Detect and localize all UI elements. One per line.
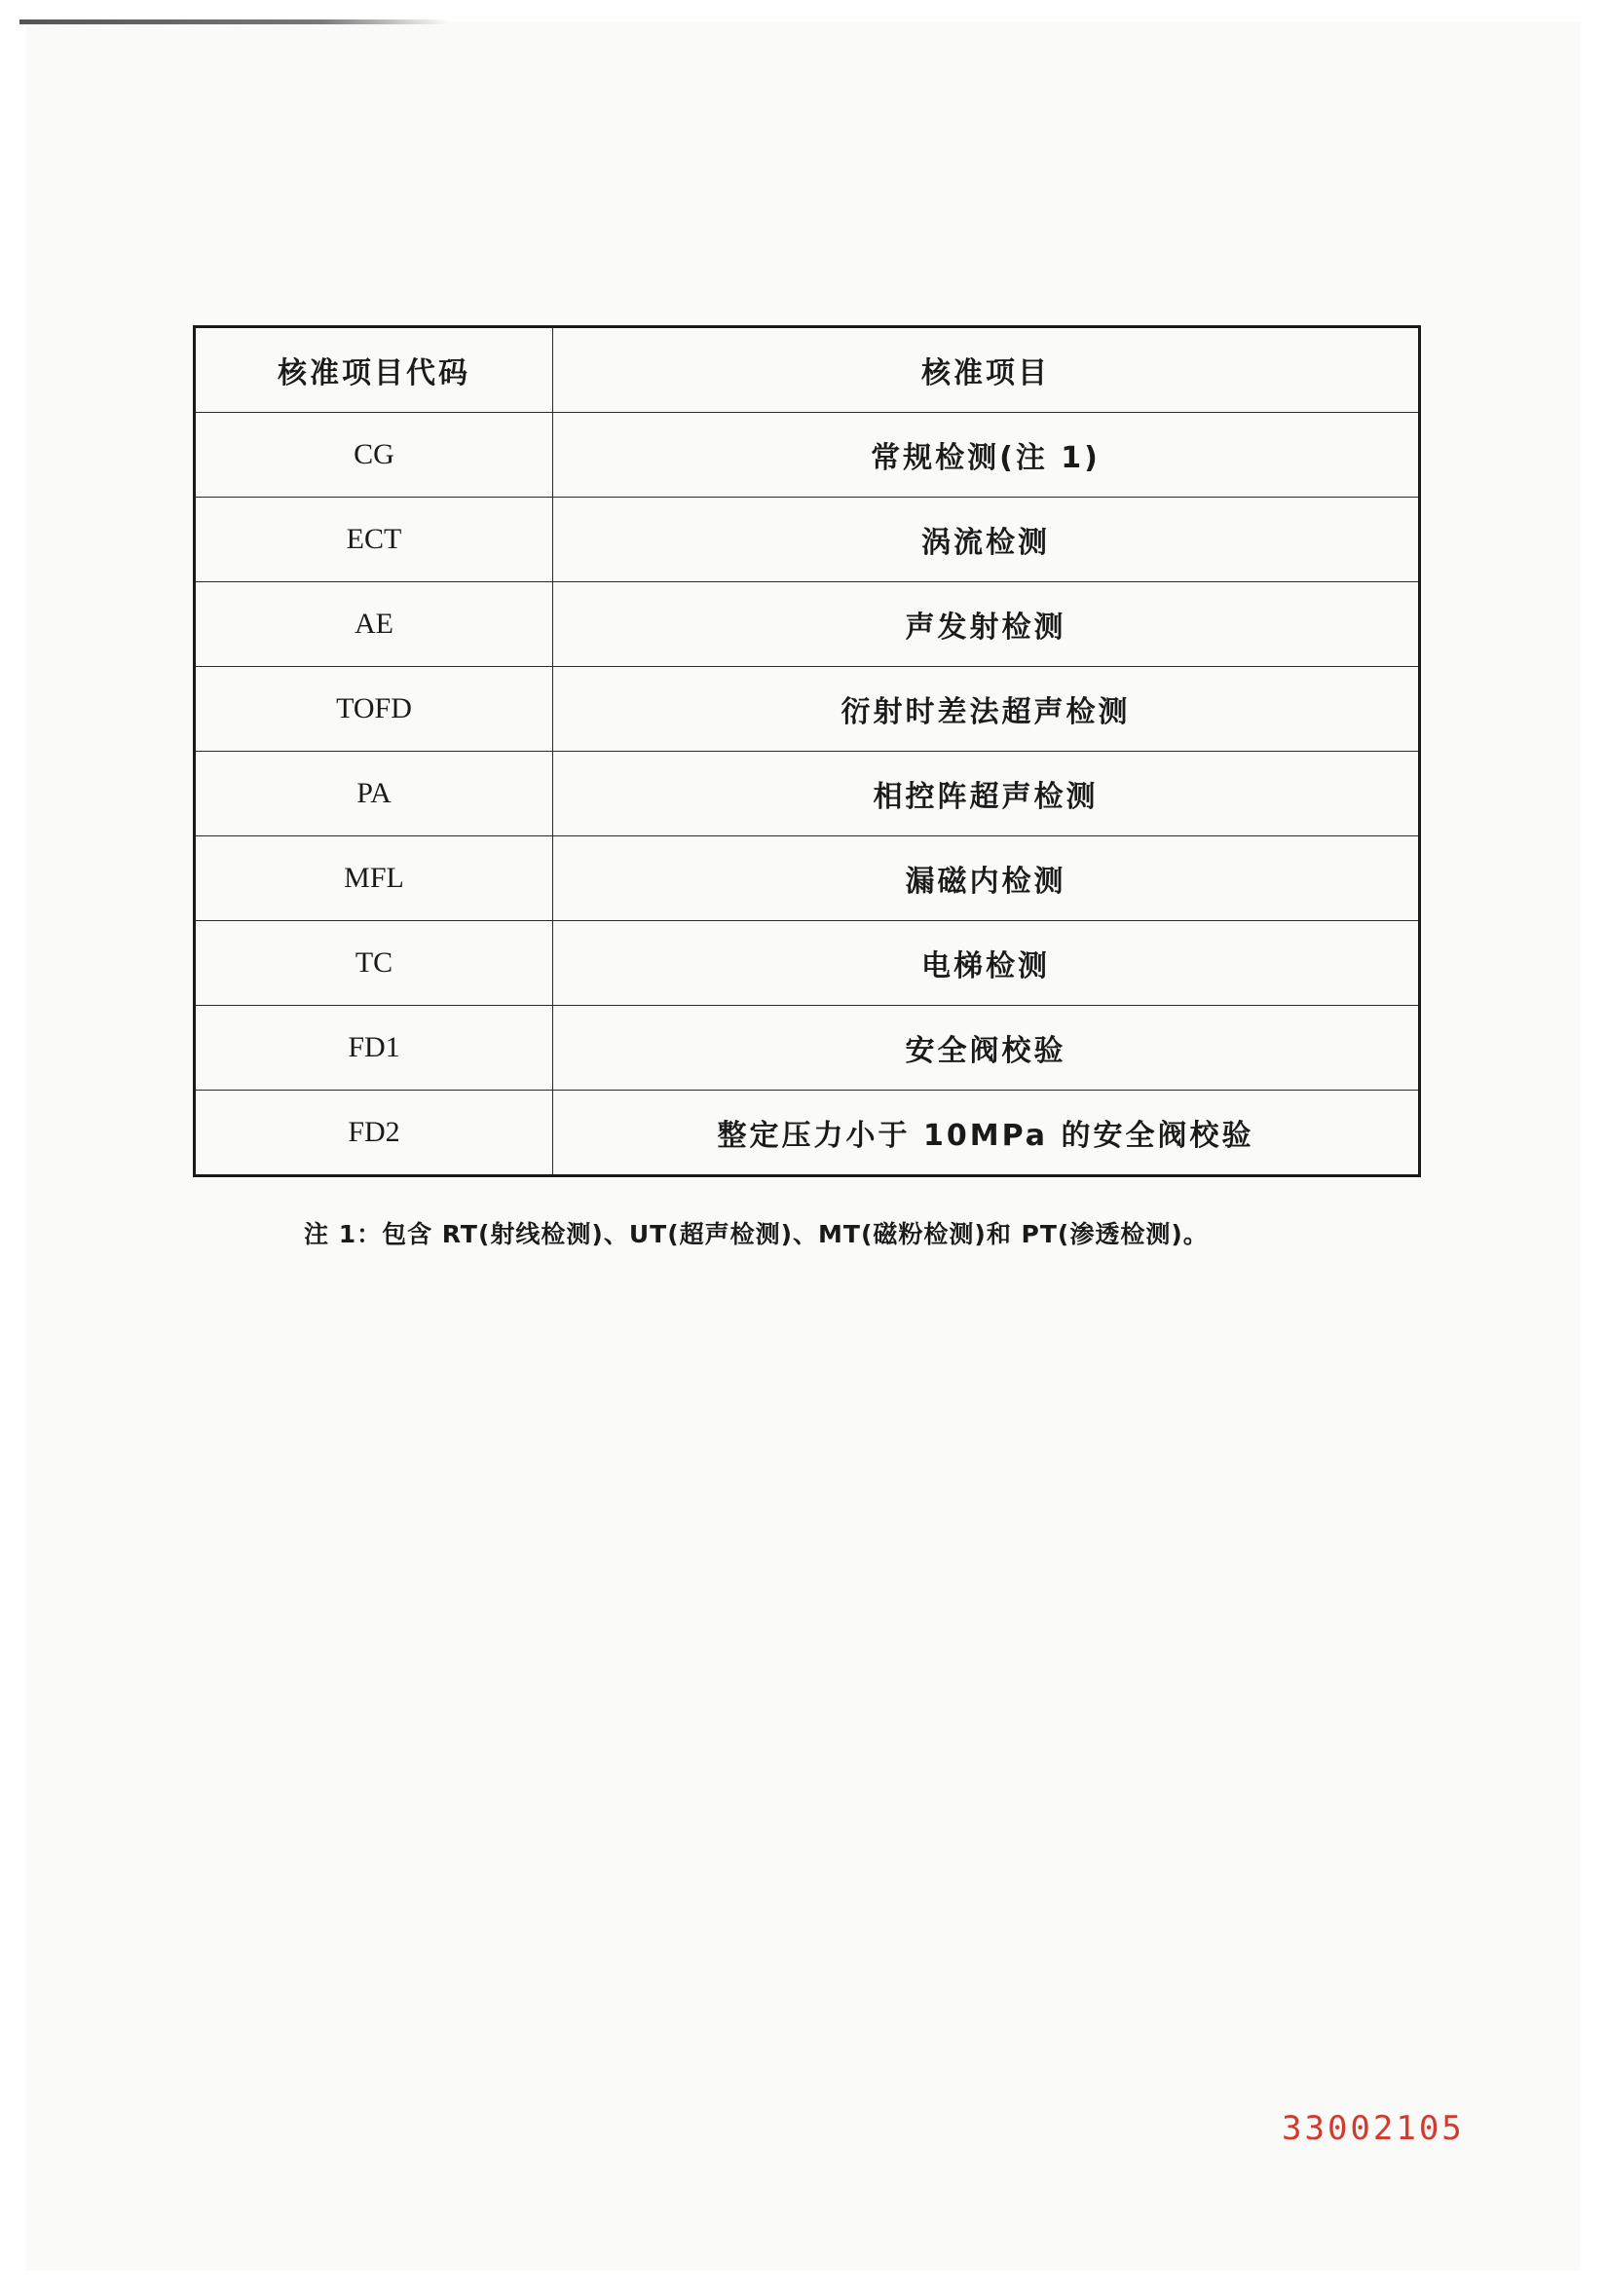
table-row — [195, 1006, 1420, 1091]
scan-edge-mark — [19, 19, 448, 24]
table-row — [195, 498, 1420, 582]
row-item: 常规检测(注 1) — [553, 413, 1420, 498]
table-footnote: 注 1：包含 RT(射线检测)、UT(超声检测)、MT(磁粉检测)和 PT(渗透检测)。 — [304, 1220, 1209, 1248]
row-item: 相控阵超声检测 — [553, 752, 1420, 836]
table-row — [195, 752, 1420, 836]
row-item: 安全阀校验 — [553, 1006, 1420, 1091]
row-code: MFL — [195, 836, 553, 921]
header-code: 核准项目代码 — [195, 327, 553, 413]
row-code: AE — [195, 582, 553, 667]
row-code: FD1 — [195, 1006, 553, 1091]
row-code: CG — [195, 413, 553, 498]
row-item: 涡流检测 — [553, 498, 1420, 582]
row-item: 电梯检测 — [553, 921, 1420, 1006]
table-header-row — [195, 327, 1420, 413]
row-code: PA — [195, 752, 553, 836]
header-item: 核准项目 — [553, 327, 1420, 413]
row-item: 衍射时差法超声检测 — [553, 667, 1420, 752]
accreditation-table — [193, 325, 1421, 1177]
serial-number: 33002105 — [1282, 2109, 1465, 2148]
table-row — [195, 667, 1420, 752]
table-row — [195, 921, 1420, 1006]
row-code: FD2 — [195, 1091, 553, 1176]
row-code: TC — [195, 921, 553, 1006]
table-row — [195, 413, 1420, 498]
table-row — [195, 1091, 1420, 1176]
row-item: 整定压力小于 10MPa 的安全阀校验 — [553, 1091, 1420, 1176]
row-code: ECT — [195, 498, 553, 582]
table-row — [195, 582, 1420, 667]
row-item: 声发射检测 — [553, 582, 1420, 667]
table-row — [195, 836, 1420, 921]
row-code: TOFD — [195, 667, 553, 752]
row-item: 漏磁内检测 — [553, 836, 1420, 921]
